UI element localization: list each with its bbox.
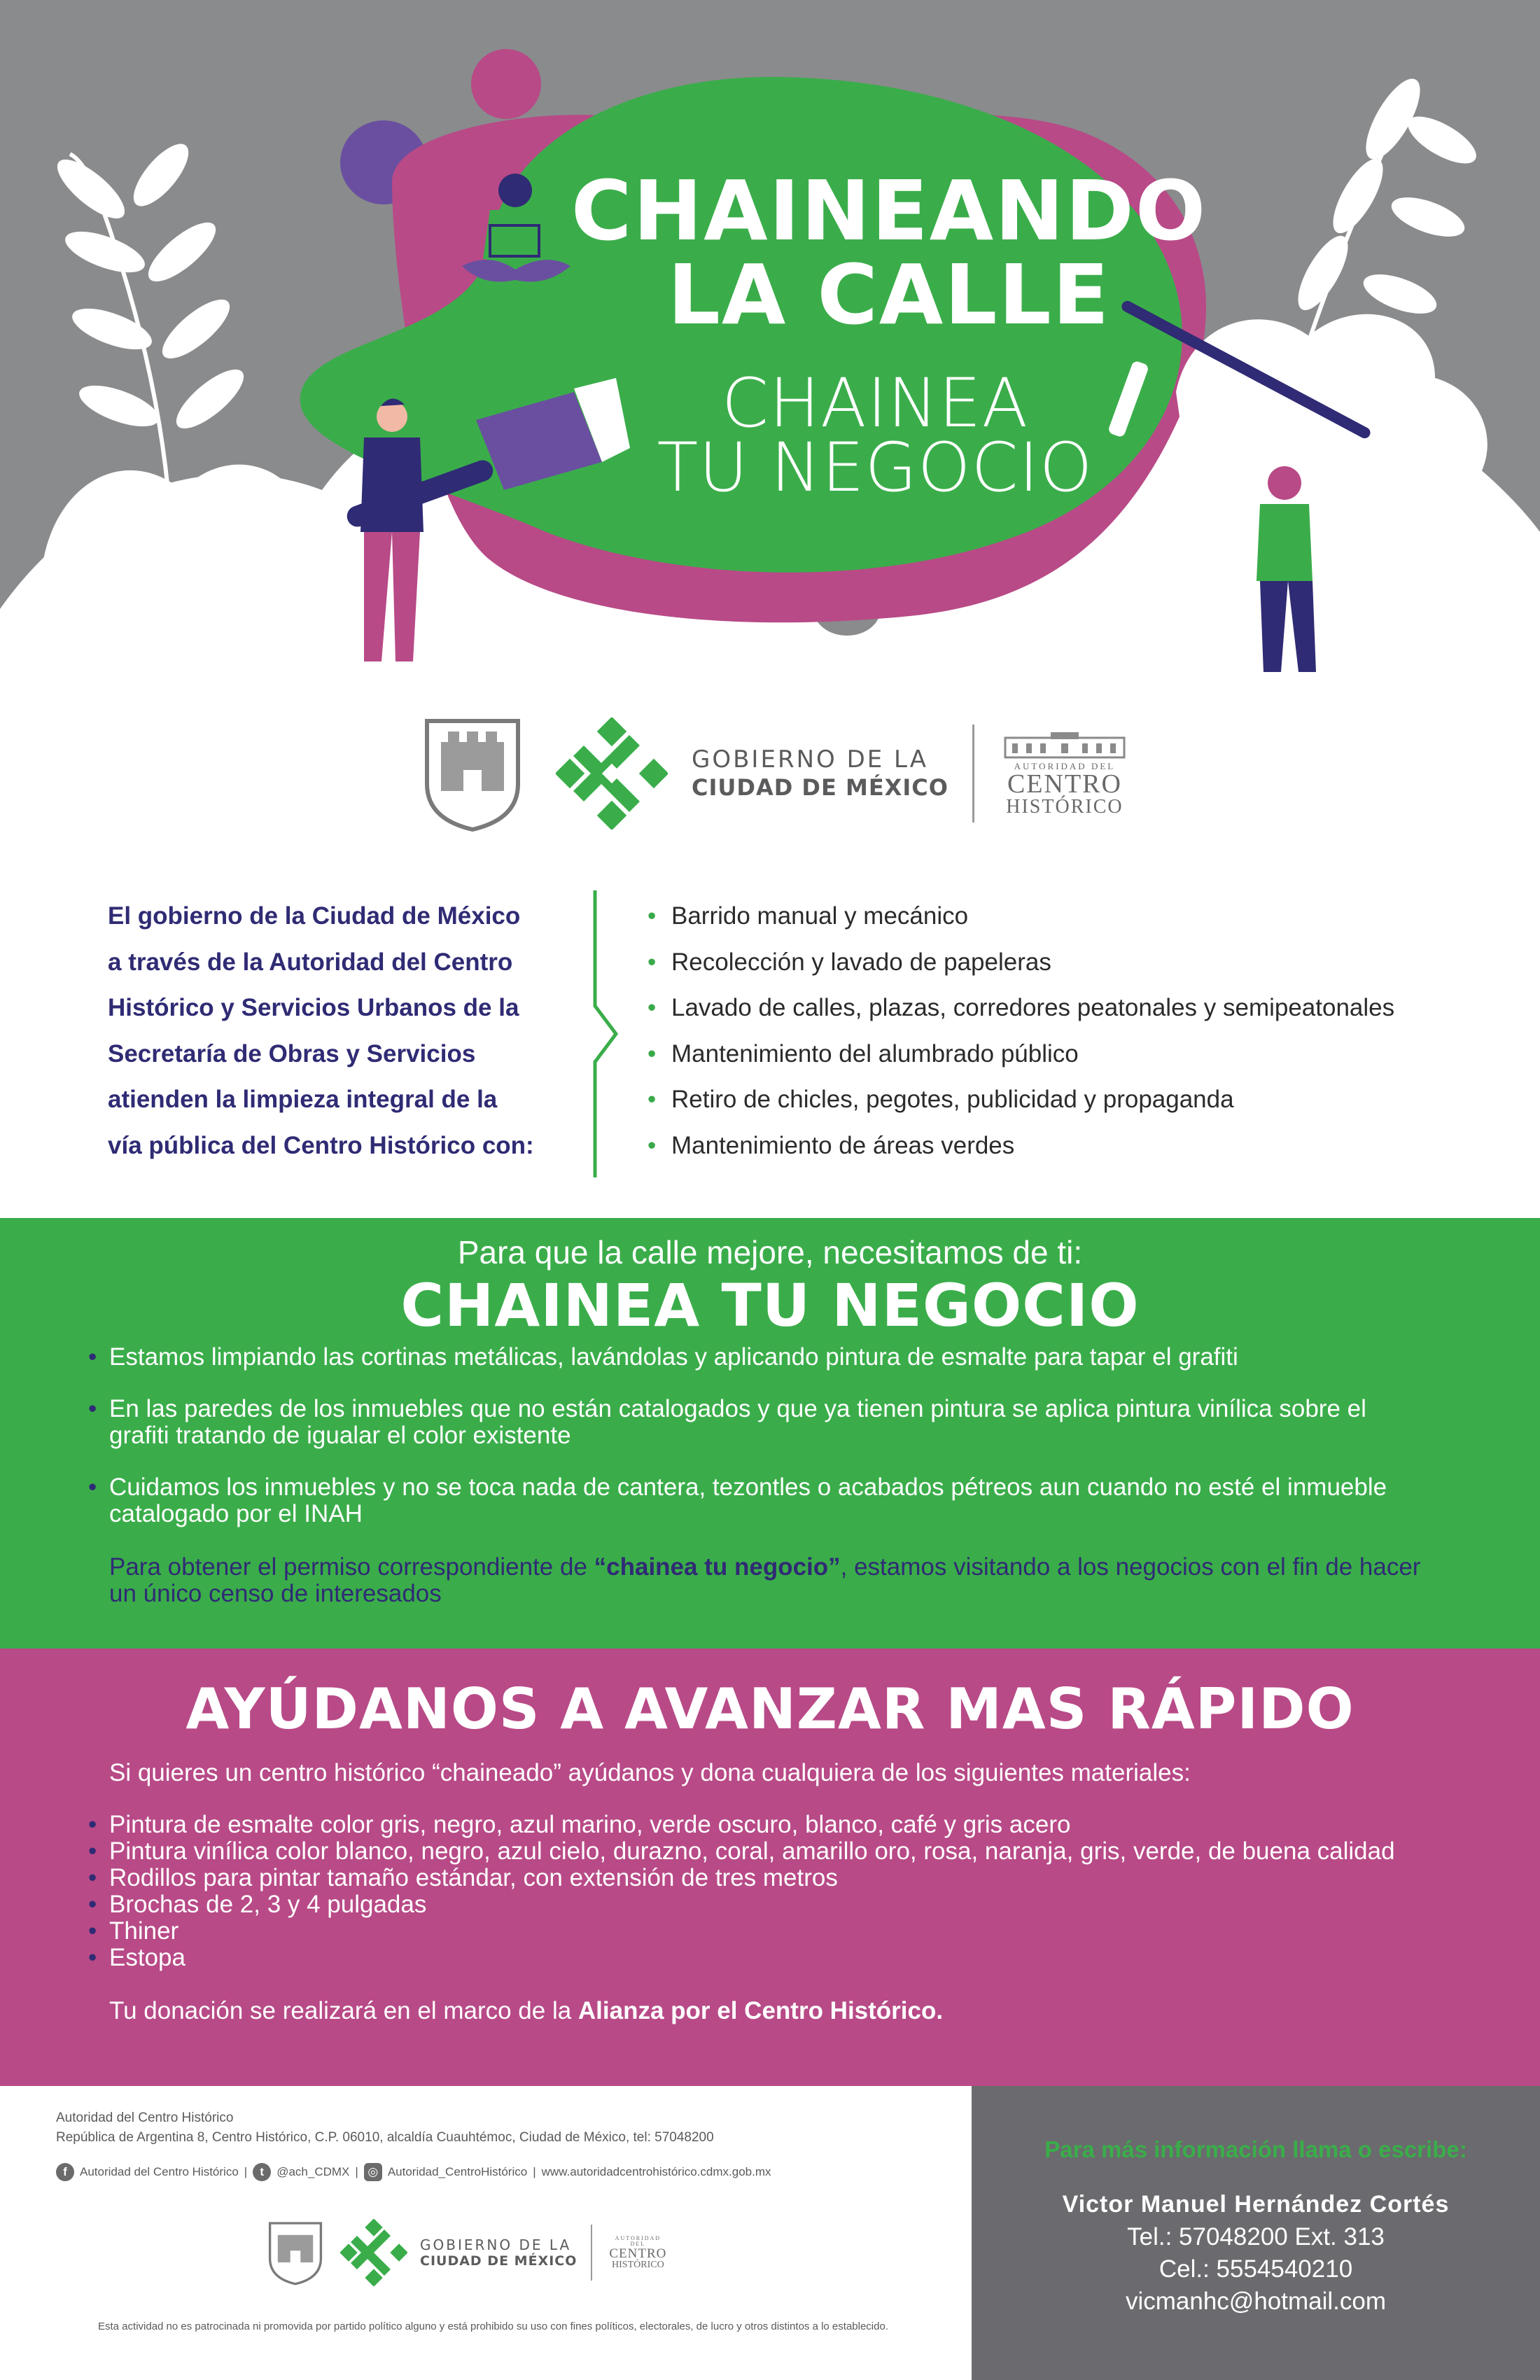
gov-line1: GOBIERNO DE LA [692,746,929,774]
footer-info [0,2086,972,2380]
gov-cdmx-wordmark [692,746,948,801]
green-points-list [88,1344,1432,1553]
ach-small-label: AUTORIDAD DEL [1014,760,1116,771]
contact-cell[interactable]: Cel.: 5554540210 [1158,2255,1353,2283]
material-item: • Pintura vinílica color blanco, negro, azul cielo, durazno, coral, amarillo oro, rosa, naranja, gris, verde, de buena calidad [88,1838,1395,1865]
contact-email[interactable]: vicmanhc@hotmail.com [1125,2288,1387,2315]
ach-main-label: CENTRO [609,2246,667,2261]
hero-subtitle-line2: TU NEGOCIO [657,428,1093,507]
material-item: • Pintura de esmalte color gris, negro, azul marino, verde oscuro, blanco, café y gris acero [88,1812,1395,1838]
permit-paragraph [109,1554,1425,1607]
footer-address-block [56,2108,714,2148]
service-item: • Barrido manual y mecánico [648,893,1394,939]
logo-divider [972,724,974,822]
material-item: • Thiner [88,1918,1395,1945]
instagram-icon[interactable]: ◎ [364,2163,382,2181]
footer-institution-logos [266,2219,669,2286]
cdmx-shield-icon [266,2219,325,2286]
donation-section [0,1648,1540,2086]
separator: | [244,2165,248,2178]
legal-disclaimer: Esta actividad no es patrocinada ni promovida por partido político alguno y está prohibido su uso con fines políticos, electorales, de lucro y otros distintos a lo establecido. [98,2320,888,2332]
cdmx-green-emblem-icon [340,2219,407,2286]
services-list [648,893,1394,1168]
permit-text-pre: Para obtener el permiso correspondiente de [109,1553,594,1581]
twitter-link[interactable]: @ach_CDMX [276,2165,350,2178]
gov-cdmx-wordmark [420,2236,577,2269]
service-item: • Lavado de calles, plazas, corredores peatonales y semipeatonales [648,985,1394,1031]
website-link[interactable]: www.autoridadcentrohistórico.cdmx.gob.mx [541,2165,771,2178]
ach-main-label: CENTRO [1007,769,1122,799]
ach-sub-label: HISTÓRICO [612,2259,664,2270]
green-point: • Cuidamos los inmuebles y no se toca nada de cantera, tezontles o acabados pétreos aun cuando no esté el inmueble catalogado por el INAH [88,1474,1432,1527]
footer-address: República de Argentina 8, Centro Histórico, C.P. 06010, alcaldía Cuauhtémoc, Ciudad de México, tel: 57048200 [56,2130,714,2145]
gov-line1: GOBIERNO DE LA [420,2236,572,2253]
intro-section [0,875,1540,1204]
material-item: • Rodillos para pintar tamaño estándar, con extensión de tres metros [88,1865,1395,1891]
note-text-bold: Alianza por el Centro Histórico. [578,1997,944,2024]
ach-sub-label: HISTÓRICO [1006,795,1124,818]
donation-heading: AYÚDANOS A AVANZAR MAS RÁPIDO [186,1676,1354,1742]
service-item: • Recolección y lavado de papeleras [648,939,1394,986]
instagram-link[interactable]: Autoridad_CentroHistórico [387,2165,528,2178]
gov-line2: CIUDAD DE MÉXICO [420,2253,578,2269]
ach-small-label: AUTORIDAD DEL [615,2234,662,2247]
service-item: • Mantenimiento del alumbrado público [648,1031,1394,1077]
ach-logo [606,2236,669,2270]
contact-panel [972,2086,1540,2380]
chainea-negocio-section [0,1218,1540,1648]
hero-subtitle-line1: CHAINEA [721,364,1029,442]
facebook-link[interactable]: Autoridad del Centro Histórico [80,2165,239,2178]
bracket-divider [588,890,623,1177]
institution-logos [420,714,1131,833]
footer-org-name: Autoridad del Centro Histórico [56,2110,234,2125]
ach-logo [998,731,1131,817]
hero-title-line1: CHAINEANDO [570,162,1208,259]
lead-line: El gobierno de la Ciudad de México [108,902,521,930]
intro-lead [108,893,584,1168]
lead-line: Histórico y Servicios Urbanos de la [108,994,519,1021]
permit-text-bold: “chainea tu negocio” [594,1553,841,1581]
material-item: • Estopa [88,1945,1395,1971]
gov-line2: CIUDAD DE MÉXICO [692,774,948,802]
contact-name: Victor Manuel Hernández Cortés [1062,2191,1450,2218]
contact-phone[interactable]: Tel.: 57048200 Ext. 313 [1127,2223,1385,2250]
lead-line: vía pública del Centro Histórico con: [108,1131,534,1159]
green-eyebrow: Para que la calle mejore, necesitamos de ti: [457,1234,1083,1270]
materials-list [88,1812,1395,1971]
contact-heading: Para más información llama o escribe: [1044,2136,1467,2162]
donation-intro: Si quieres un centro histórico “chaineado” ayúdanos y dona cualquiera de los siguientes materiales: [109,1759,1191,1786]
building-facade-icon [1002,731,1128,759]
facebook-icon[interactable]: f [56,2163,74,2181]
left-plant-icon [41,136,342,658]
service-item: • Mantenimiento de áreas verdes [648,1123,1394,1169]
lead-line: a través de la Autoridad del Centro [108,948,513,976]
cdmx-green-emblem-icon [556,718,668,830]
lead-line: Secretaría de Obras y Servicios [108,1040,476,1068]
permit-text-post: , estamos visitando a los negocios con el fin de hacer un único censo de interesados [109,1553,1421,1607]
magenta-dot [471,49,541,119]
green-heading: CHAINEA TU NEGOCIO [400,1271,1140,1340]
separator: | [355,2165,358,2178]
lead-line: atienden la limpieza integral de la [108,1086,498,1113]
service-item: • Retiro de chicles, pegotes, publicidad y propaganda [648,1077,1394,1123]
cdmx-shield-icon [420,714,525,833]
green-point: • En las paredes de los inmuebles que no están catalogados y que ya tienen pintura se aplica pintura vinílica sobre el grafiti tratando de igualar el color existente [88,1396,1432,1449]
material-item: • Brochas de 2, 3 y 4 pulgadas [88,1891,1395,1918]
donation-note [109,1997,943,2025]
twitter-icon[interactable]: t [253,2163,271,2181]
social-links [56,2163,771,2181]
logo-divider [591,2225,592,2281]
hero-banner [0,0,1540,728]
note-text-pre: Tu donación se realizará en el marco de la [109,1997,578,2024]
hero-title-line2: LA CALLE [667,246,1111,343]
green-point: • Estamos limpiando las cortinas metálicas, lavándolas y aplicando pintura de esmalte para tapar el grafiti [88,1344,1432,1371]
separator: | [533,2165,536,2178]
